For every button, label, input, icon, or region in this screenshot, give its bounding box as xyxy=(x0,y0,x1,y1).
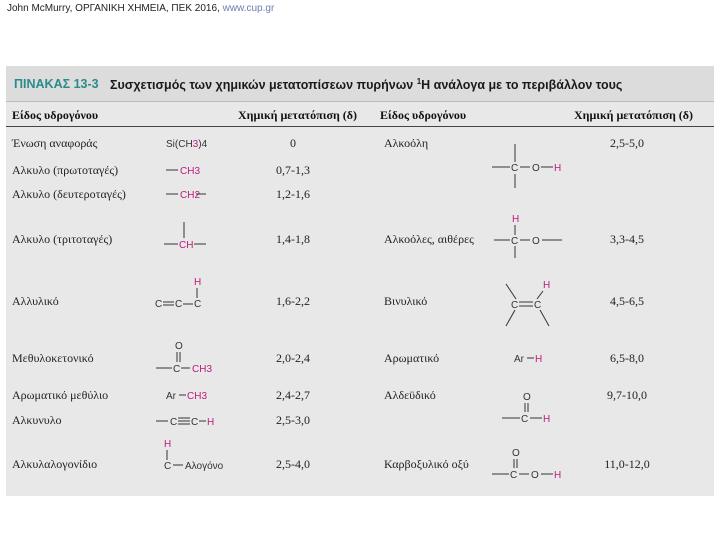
svg-text:Αλογόνο: Αλογόνο xyxy=(185,461,224,472)
svg-text:CH3: CH3 xyxy=(187,391,208,402)
structure-alkyl-halide xyxy=(164,439,224,472)
structure-primary-alkyl xyxy=(166,166,200,177)
svg-text:C: C xyxy=(510,470,518,481)
header-type-right: Είδος υδρογόνου xyxy=(380,108,467,122)
svg-text:C: C xyxy=(173,364,181,375)
right-row-type: Βινυλικό xyxy=(384,294,428,308)
structure-aromatic-methyl xyxy=(166,391,207,402)
credit-link[interactable]: www.cup.gr xyxy=(222,3,275,14)
left-row-type: Αλλυλικό xyxy=(12,294,59,308)
right-row-shift: 2,5-5,0 xyxy=(610,136,644,150)
svg-text:C: C xyxy=(170,417,178,428)
right-row-shift: 9,7-10,0 xyxy=(607,388,647,402)
right-row-type: Αρωματικό xyxy=(384,351,440,365)
left-row-type: Αλκυνυλο xyxy=(12,413,62,427)
svg-text:C: C xyxy=(511,300,519,311)
left-row-type: Μεθυλοκετονικό xyxy=(12,351,94,365)
structure-methyl-ketone xyxy=(156,341,212,375)
svg-text:O: O xyxy=(175,341,183,352)
svg-text:H: H xyxy=(512,214,520,225)
right-row-type: Αλκοόλη xyxy=(384,136,429,150)
left-row-shift: 0 xyxy=(290,136,296,150)
svg-text:O: O xyxy=(532,163,540,174)
svg-text:C: C xyxy=(511,163,519,174)
structure-allylic xyxy=(155,277,201,310)
svg-text:H: H xyxy=(543,280,551,291)
svg-text:O: O xyxy=(532,236,540,247)
svg-text:O: O xyxy=(512,448,520,459)
svg-text:C: C xyxy=(191,417,199,428)
svg-text:C: C xyxy=(155,299,163,310)
structure-tms xyxy=(166,139,208,150)
right-row-type: Αλκοόλες, αιθέρες xyxy=(384,232,474,246)
svg-text:H: H xyxy=(194,277,202,288)
left-row-type: Αλκυλο (πρωτοταγές) xyxy=(12,163,119,177)
left-row-type: Αλκυλο (τριτοταγές) xyxy=(12,232,113,246)
structure-alcohol-ether xyxy=(494,214,562,258)
left-row-type: Αλκυλαλογονίδιο xyxy=(12,457,98,471)
svg-text:CH: CH xyxy=(179,240,194,251)
svg-text:O: O xyxy=(523,392,531,403)
left-row-shift: 2,0-2,4 xyxy=(276,351,310,365)
svg-text:C: C xyxy=(164,461,172,472)
svg-text:Ar: Ar xyxy=(514,354,524,365)
left-row-shift: 1,2-1,6 xyxy=(276,187,310,201)
left-row-shift: 2,4-2,7 xyxy=(276,388,310,402)
svg-text:H: H xyxy=(554,470,562,481)
structure-aldehyde xyxy=(502,392,550,425)
svg-text:C: C xyxy=(521,414,529,425)
credit-line xyxy=(7,3,274,14)
structure-alcohol xyxy=(492,144,561,188)
structure-drawings xyxy=(6,66,714,496)
svg-text:H: H xyxy=(207,417,215,428)
structure-aromatic xyxy=(514,354,542,365)
right-row-shift: 11,0-12,0 xyxy=(604,457,650,471)
right-row-shift: 4,5-6,5 xyxy=(610,294,644,308)
svg-text:H: H xyxy=(543,414,551,425)
table-label: ΠΙΝΑΚΑΣ 13-3 xyxy=(14,77,99,91)
svg-text:CH2: CH2 xyxy=(180,190,201,201)
left-row-shift: 1,6-2,2 xyxy=(276,294,310,308)
left-row-type: Αρωματικό μεθύλιο xyxy=(12,388,109,402)
right-row-type: Καρβοξυλικό οξύ xyxy=(384,457,469,471)
svg-text:CH3: CH3 xyxy=(192,364,213,375)
svg-text:C: C xyxy=(175,299,183,310)
svg-text:O: O xyxy=(531,470,539,481)
table-panel xyxy=(6,66,714,496)
svg-text:H: H xyxy=(554,163,562,174)
right-row-shift: 6,5-8,0 xyxy=(610,351,644,365)
right-row-shift: 3,3-4,5 xyxy=(610,232,644,246)
header-shift-right: Χημική μετατόπιση (δ) xyxy=(574,108,694,122)
svg-text:C: C xyxy=(511,236,519,247)
left-row-shift: 2,5-4,0 xyxy=(276,457,310,471)
left-row-shift: 2,5-3,0 xyxy=(276,413,310,427)
structure-vinylic xyxy=(506,280,550,326)
svg-text:CH3: CH3 xyxy=(180,166,201,177)
credit-text: John McMurry, ΟΡΓΑΝΙΚΗ ΧΗΜΕΙΑ, ΠΕΚ 2016, xyxy=(7,3,220,14)
structure-tertiary-alkyl xyxy=(164,222,206,251)
svg-text:H: H xyxy=(164,439,172,450)
svg-text:Si(CH3)4: Si(CH3)4 xyxy=(166,139,208,150)
svg-text:C: C xyxy=(194,299,202,310)
header-type-left: Είδος υδρογόνου xyxy=(12,108,99,122)
left-row-shift: 1,4-1,8 xyxy=(276,232,310,246)
left-row-type: Ένωση αναφοράς xyxy=(12,136,98,150)
svg-text:Ar: Ar xyxy=(166,391,176,402)
left-row-shift: 0,7-1,3 xyxy=(276,163,310,177)
right-row-type: Αλδεϋδικό xyxy=(384,388,436,402)
svg-text:H: H xyxy=(535,354,543,365)
structure-carboxylic-acid xyxy=(492,448,561,481)
left-row-type: Αλκυλο (δευτεροταγές) xyxy=(12,187,126,201)
structure-alkynyl xyxy=(156,417,214,428)
structure-secondary-alkyl xyxy=(166,190,206,201)
svg-text:C: C xyxy=(534,300,542,311)
table-title: Συσχετισμός των χημικών μετατοπίσεων πυρήνων $^1$H ανάλογα με το περιβάλλον τους xyxy=(110,77,623,93)
header-shift-left: Χημική μετατόπιση (δ) xyxy=(238,108,358,122)
